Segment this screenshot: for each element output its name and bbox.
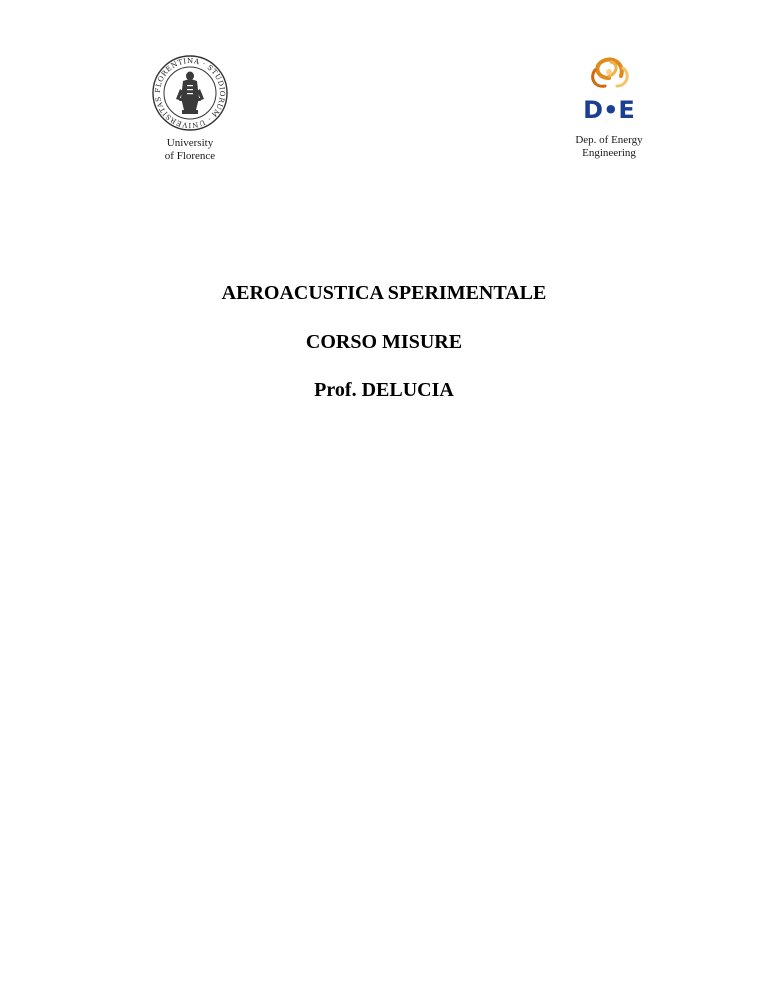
university-seal-icon bbox=[151, 54, 229, 132]
department-logo bbox=[559, 52, 659, 160]
department-caption-line2: Engineering bbox=[582, 147, 636, 159]
professor-name: Prof. DELUCIA bbox=[314, 379, 454, 401]
course-name: CORSO MISURE bbox=[305, 331, 463, 353]
de-spiral-logo-icon bbox=[579, 52, 639, 130]
de-mark-text: D•E bbox=[583, 96, 635, 124]
university-caption-line2: of Florence bbox=[164, 150, 216, 162]
department-caption bbox=[559, 134, 659, 160]
university-caption bbox=[138, 137, 242, 163]
document-title: AEROACUSTICA SPERIMENTALE bbox=[221, 282, 547, 304]
department-caption-line1: Dep. of Energy bbox=[575, 134, 643, 146]
seal-text: FLORENTINA · STUDIORUM · UNIVERSITAS bbox=[153, 56, 227, 130]
university-caption-line1: University bbox=[166, 137, 214, 149]
university-logo bbox=[138, 54, 242, 163]
